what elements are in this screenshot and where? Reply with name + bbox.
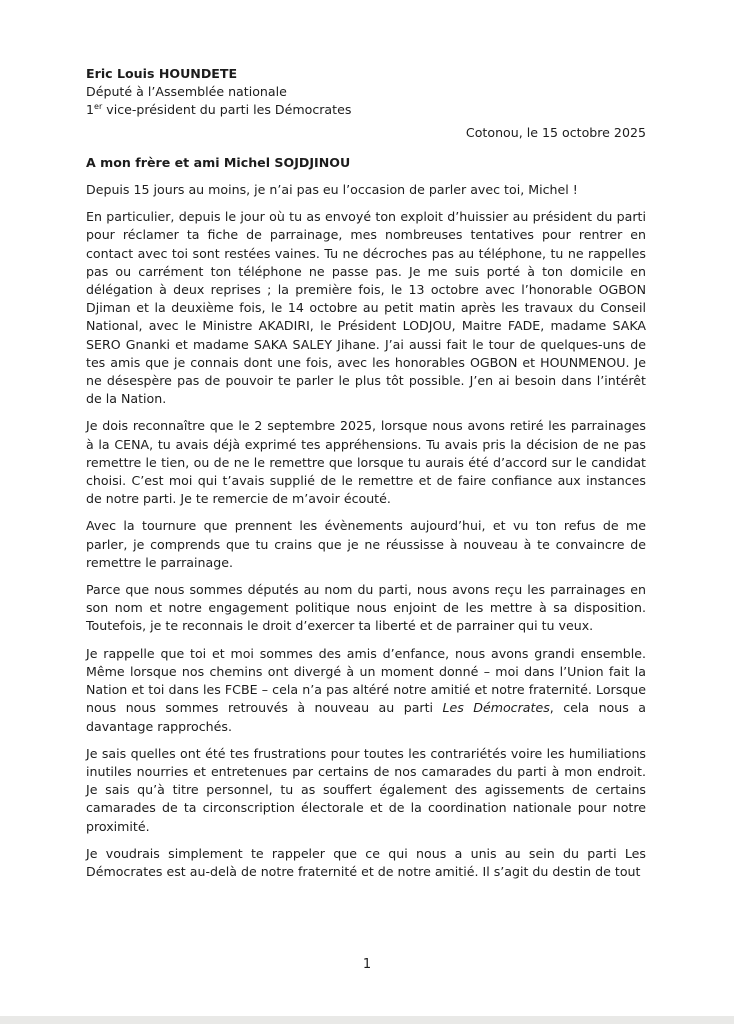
- viewer-bottom-strip: [0, 1016, 734, 1024]
- sender-role-vice-president: [86, 101, 646, 119]
- role-title: vice-président du parti les Démocrates: [102, 102, 352, 118]
- sender-block: [86, 65, 646, 120]
- paragraph-4: Avec la tournure que prennent les évènements aujourd’hui, et vu ton refus de me parler, je comprends que tu crains que je ne réussisse à nouveau à te convaincre de remettre le parrainage.: [86, 518, 646, 570]
- paragraph-3: Je dois reconnaître que le 2 septembre 2025, lorsque nous avons retiré les parrainages à la CENA, tu avais déjà exprimé tes appréhensions. Tu avais pris la décision de ne pas remettre le tien, ou de ne le remettre que lorsque tu aurais été d’accord sur le candidat choisi. C’est moi qui t’avais supplié de le remettre et de faire confiance aux instances de notre parti. Je te remercie de m’avoir écouté.: [86, 418, 646, 507]
- paragraph-7: Je sais quelles ont été tes frustrations pour toutes les contrariétés voire les humiliations inutiles nourries et entretenues par certains de nos camarades du parti à mon endroit. Je sais qu’à titre personnel, tu as souffert également des agissements de certains camarades de ta circonscription électorale et de la coordination nationale pour notre proximité.: [86, 745, 646, 834]
- salutation: A mon frère et ami Michel SOJDJINOU: [86, 154, 351, 170]
- paragraph-1: Depuis 15 jours au moins, je n’ai pas eu l’occasion de parler avec toi, Michel !: [86, 182, 578, 198]
- letter-body: [86, 65, 646, 881]
- paragraph-6-part-b: , cela nous a davantage rapprochés.: [86, 700, 646, 734]
- paragraph-6-part-a: Je rappelle que toi et moi sommes des amis d’enfance, nous avons grandi ensemble. Même lorsque nos chemins ont divergé à un moment donné – moi dans l’Union fait la Nation et toi dans les FCBE – cela n’a pas altéré notre amitié et notre fraternité. Lorsque nous nous sommes retrouvés à nouveau au parti: [86, 645, 646, 716]
- sender-role-deputy: Député à l’Assemblée nationale: [86, 84, 287, 100]
- paragraph-6: [86, 645, 646, 736]
- paragraph-2: En particulier, depuis le jour où tu as envoyé ton exploit d’huissier au président du parti pour réclamer ta fiche de parrainage, mes nombreuses tentatives pour rentrer en contact avec toi sont restées vaines. Tu ne décroches pas au téléphone, tu ne rappelles pas ou carrément ton téléphone ne passe pas. Je me suis porté à ton domicile en délégation à deux reprises ; la première fois, le 13 octobre avec l’honorable OGBON Djiman et la deuxième fois, le 14 octobre au petit matin après les travaux du Conseil National, avec le Ministre AKADIRI, le Président LODJOU, Maitre FADE, madame SAKA SERO Gnanki et madame SAKA SALEY Jihane. J’ai aussi fait le tour de quelques-uns de tes amis que je connais dont une fois, avec les honorables OGBON et HOUNMENOU. Je ne désespère pas de pouvoir te parler le plus tôt possible. J’en ai besoin dans l’intérêt de la Nation.: [86, 209, 646, 407]
- paragraph-8: Je voudrais simplement te rappeler que ce qui nous a unis au sein du parti Les Démocrates est au-delà de notre fraternité et de notre amitié. Il s’agit du destin de tout: [86, 845, 646, 879]
- sender-name: Eric Louis HOUNDETE: [86, 66, 238, 81]
- role-ordinal-suffix: er: [94, 102, 103, 112]
- paragraph-5: Parce que nous sommes députés au nom du parti, nous avons reçu les parrainages en son nom et notre engagement politique nous enjoint de les mettre à sa disposition. Toutefois, je te reconnais le droit d’exercer ta liberté et de parrainer qui tu veux.: [86, 582, 646, 634]
- role-ordinal: 1: [86, 102, 95, 118]
- party-name-italic: Les Démocrates: [442, 700, 550, 716]
- letter-date: Cotonou, le 15 octobre 2025: [465, 124, 646, 140]
- page-number: 1: [362, 957, 372, 972]
